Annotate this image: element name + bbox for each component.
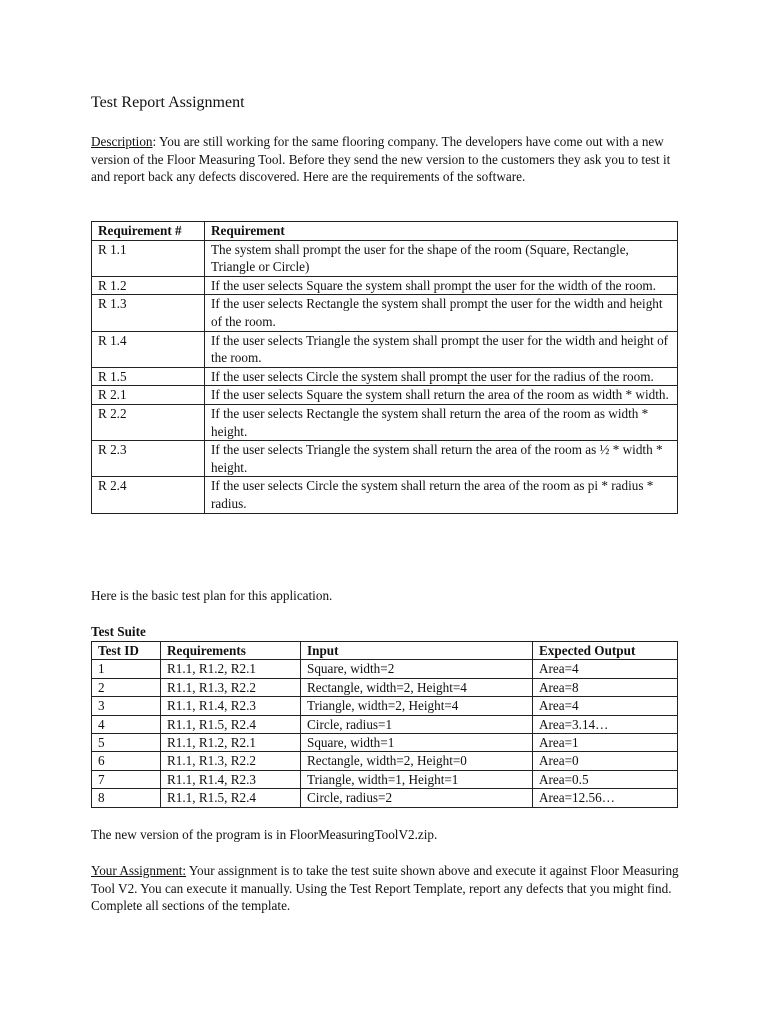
requirement-id: R 1.3: [92, 295, 205, 331]
requirements-header-id: Requirement #: [92, 222, 205, 241]
description-label: Description: [91, 134, 153, 149]
test-id-cell: 4: [92, 715, 161, 733]
test-id-cell: 7: [92, 770, 161, 788]
test-plan-intro: Here is the basic test plan for this application.: [91, 588, 333, 603]
requirement-id: R 2.2: [92, 404, 205, 440]
requirement-id: R 2.3: [92, 441, 205, 477]
requirements-cell: R1.1, R1.2, R2.1: [161, 734, 301, 752]
requirements-cell: R1.1, R1.3, R2.2: [161, 678, 301, 696]
test-suite-header-id: Test ID: [92, 642, 161, 660]
test-suite-header-expected: Expected Output: [533, 642, 678, 660]
test-suite-table: [91, 641, 678, 808]
test-id-cell: 1: [92, 660, 161, 678]
requirements-cell: R1.1, R1.4, R2.3: [161, 770, 301, 788]
test-suite-title: Test Suite: [91, 624, 146, 639]
test-suite-row: [92, 789, 678, 807]
test-suite-row: [92, 734, 678, 752]
requirement-text: If the user selects Rectangle the system shall prompt the user for the width and height of the room.: [205, 295, 678, 331]
input-cell: Rectangle, width=2, Height=0: [301, 752, 533, 770]
input-cell: Square, width=2: [301, 660, 533, 678]
test-suite-header-requirements: Requirements: [161, 642, 301, 660]
input-cell: Triangle, width=1, Height=1: [301, 770, 533, 788]
expected-output-cell: Area=0.5: [533, 770, 678, 788]
test-suite-header-input: Input: [301, 642, 533, 660]
input-cell: Rectangle, width=2, Height=4: [301, 678, 533, 696]
requirement-row: [92, 276, 678, 295]
requirement-text: The system shall prompt the user for the shape of the room (Square, Rectangle, Triangle or Circle): [205, 240, 678, 276]
expected-output-cell: Area=0: [533, 752, 678, 770]
input-cell: Square, width=1: [301, 734, 533, 752]
assignment-paragraph: [91, 862, 691, 915]
test-id-cell: 8: [92, 789, 161, 807]
assignment-text: Your assignment is to take the test suite shown above and execute it against Floor Measuring Tool V2. You can execute it manually. Using the Test Report Template, report any defects that you might find. Complete all sections of the template.: [91, 863, 679, 914]
requirements-cell: R1.1, R1.5, R2.4: [161, 789, 301, 807]
requirements-cell: R1.1, R1.2, R2.1: [161, 660, 301, 678]
requirement-id: R 1.4: [92, 331, 205, 367]
expected-output-cell: Area=1: [533, 734, 678, 752]
requirements-cell: R1.1, R1.4, R2.3: [161, 697, 301, 715]
requirement-id: R 2.1: [92, 386, 205, 405]
test-suite-row: [92, 770, 678, 788]
requirement-id: R 1.2: [92, 276, 205, 295]
requirement-id: R 1.1: [92, 240, 205, 276]
requirement-row: [92, 477, 678, 513]
input-cell: Triangle, width=2, Height=4: [301, 697, 533, 715]
test-suite-header-row: [92, 642, 678, 660]
requirement-id: R 2.4: [92, 477, 205, 513]
expected-output-cell: Area=4: [533, 660, 678, 678]
requirements-table: [91, 221, 678, 514]
requirement-id: R 1.5: [92, 367, 205, 386]
requirement-row: [92, 331, 678, 367]
requirement-row: [92, 386, 678, 405]
expected-output-cell: Area=8: [533, 678, 678, 696]
test-id-cell: 5: [92, 734, 161, 752]
requirements-header-text: Requirement: [205, 222, 678, 241]
input-cell: Circle, radius=1: [301, 715, 533, 733]
requirement-row: [92, 367, 678, 386]
requirement-row: [92, 441, 678, 477]
requirement-text: If the user selects Triangle the system shall return the area of the room as ½ * width * height.: [205, 441, 678, 477]
requirements-cell: R1.1, R1.3, R2.2: [161, 752, 301, 770]
new-version-note: The new version of the program is in FloorMeasuringToolV2.zip.: [91, 827, 438, 842]
assignment-label: Your Assignment:: [91, 863, 187, 878]
requirements-header-row: [92, 222, 678, 241]
test-suite-row: [92, 752, 678, 770]
test-id-cell: 3: [92, 697, 161, 715]
requirements-cell: R1.1, R1.5, R2.4: [161, 715, 301, 733]
input-cell: Circle, radius=2: [301, 789, 533, 807]
requirement-text: If the user selects Triangle the system shall prompt the user for the width and height of the room.: [205, 331, 678, 367]
requirement-text: If the user selects Circle the system shall return the area of the room as pi * radius * radius.: [205, 477, 678, 513]
test-suite-row: [92, 660, 678, 678]
requirement-text: If the user selects Square the system shall return the area of the room as width * width.: [205, 386, 678, 405]
expected-output-cell: Area=12.56…: [533, 789, 678, 807]
requirement-row: [92, 240, 678, 276]
requirement-text: If the user selects Rectangle the system shall return the area of the room as width * height.: [205, 404, 678, 440]
test-suite-row: [92, 715, 678, 733]
test-id-cell: 2: [92, 678, 161, 696]
requirement-text: If the user selects Square the system shall prompt the user for the width of the room.: [205, 276, 678, 295]
test-suite-row: [92, 678, 678, 696]
test-id-cell: 6: [92, 752, 161, 770]
description-text: : You are still working for the same flooring company. The developers have come out with a new version of the Floor Measuring Tool. Before they send the new version to the customers they ask you to test it and report back any defects discovered. Here are the requirements of the software.: [91, 134, 671, 185]
expected-output-cell: Area=3.14…: [533, 715, 678, 733]
test-suite-row: [92, 697, 678, 715]
page-title: Test Report Assignment: [91, 94, 245, 111]
description-paragraph: [91, 133, 691, 186]
requirement-row: [92, 295, 678, 331]
requirement-text: If the user selects Circle the system shall prompt the user for the radius of the room.: [205, 367, 678, 386]
expected-output-cell: Area=4: [533, 697, 678, 715]
requirement-row: [92, 404, 678, 440]
